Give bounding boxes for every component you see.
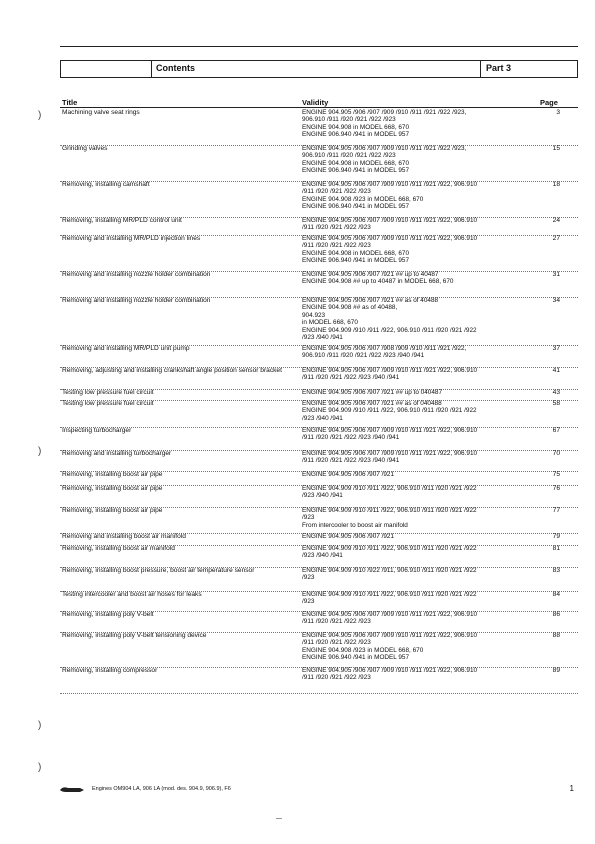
validity-line: ENGINE 904.908 in MODEL 668, 670 <box>302 123 410 131</box>
row-validity <box>302 450 534 465</box>
validity-line: ENGINE 906.940 /941 in MODEL 957 <box>302 654 410 662</box>
column-header-title: Title <box>62 98 78 107</box>
header-box <box>60 60 578 78</box>
validity-line: ENGINE 904.908 /923 in MODEL 668, 670 <box>302 646 424 654</box>
validity-line: /923 <box>302 574 315 582</box>
row-page: 81 <box>552 545 560 552</box>
row-validity <box>302 367 534 382</box>
validity-line: ENGINE 906.940 /941 in MODEL 957 <box>302 131 410 139</box>
validity-line: ENGINE 904.908 ## up to 40487 in MODEL 668, 670 <box>302 278 454 286</box>
row-page: 31 <box>552 271 560 278</box>
table-row <box>60 400 578 428</box>
row-page: 34 <box>552 297 560 304</box>
row-validity <box>302 485 534 500</box>
row-validity <box>302 545 534 560</box>
row-title: Removing, installing boost air pipe <box>62 485 163 492</box>
validity-line: ENGINE 904.905 /906 /907 /921 ## up to 40487 <box>302 271 439 278</box>
row-validity <box>302 471 534 478</box>
validity-line: /911 /920 /921 /922 /923 <box>302 674 371 682</box>
row-title: Removing and installing MR/PLD unit pump <box>62 345 190 352</box>
table-row <box>60 611 578 633</box>
table-row <box>60 427 578 451</box>
row-validity <box>302 217 534 232</box>
table-row <box>60 450 578 472</box>
row-title: Removing, installing MR/PLD control unit <box>62 217 182 224</box>
row-page: 67 <box>552 427 560 434</box>
row-title: Inspecting turbocharger <box>62 427 132 434</box>
row-page: 24 <box>552 217 560 224</box>
validity-line: in MODEL 668, 670 <box>302 319 358 327</box>
row-page: 3 <box>556 109 560 116</box>
header-divider <box>151 61 152 77</box>
table-row <box>60 567 578 592</box>
table-row <box>60 507 578 534</box>
margin-mark: ) <box>38 110 42 121</box>
validity-line: ENGINE 904.905 /906 /907 /909 /910 /911 /921 /922, 906.910 <box>302 667 478 674</box>
validity-line: 906.910 /911 /920 /921 /922 /923 <box>302 152 396 160</box>
validity-line: ENGINE 904.908 /923 in MODEL 668, 670 <box>302 195 424 203</box>
row-validity <box>302 427 534 442</box>
table-row <box>60 217 578 236</box>
validity-line: 904.923 <box>302 311 326 319</box>
validity-line: ENGINE 904.909 /910 /911 /922, 906.910 /911 /920 /921 /922 <box>302 326 477 334</box>
table-row <box>60 632 578 668</box>
validity-line: ENGINE 904.905 /906 /907 /909 /910 /911 /921 /922, 906.910 <box>302 611 478 618</box>
validity-line: /923 /940 /941 <box>302 552 343 560</box>
validity-line: ENGINE 904.905 /906 /907 /909 /910 /911 /921 /922, 906.910 <box>302 632 478 639</box>
validity-line: ENGINE 904.905 /906 /907 /921 <box>302 533 395 540</box>
validity-line: ENGINE 906.940 /941 in MODEL 957 <box>302 257 410 265</box>
row-page: 83 <box>552 567 560 574</box>
row-page: 70 <box>552 450 560 457</box>
table-row <box>60 667 578 694</box>
row-validity <box>302 611 534 626</box>
row-title: Removing, installing boost air pipe <box>62 507 163 514</box>
row-title: Removing, installing compressor <box>62 667 158 674</box>
row-page: 79 <box>552 533 560 540</box>
row-validity <box>302 109 534 139</box>
column-header-validity: Validity <box>302 98 329 107</box>
margin-mark: ) <box>38 762 42 773</box>
row-title: Grinding valves <box>62 145 108 152</box>
row-validity <box>302 400 534 422</box>
row-validity <box>302 567 534 582</box>
validity-line: ENGINE 904.905 /906 /907 /909 /910 /911 /921 /922, 906.910 <box>302 235 478 242</box>
row-validity <box>302 271 534 286</box>
validity-line: /911 /920 /921 /922 /923 <box>302 224 371 232</box>
row-title: Removing, installing poly V-belt <box>62 611 154 618</box>
row-validity <box>302 297 534 341</box>
row-validity <box>302 507 534 529</box>
table-row <box>60 235 578 272</box>
table-row <box>60 297 578 346</box>
row-validity <box>302 667 534 682</box>
row-page: 88 <box>552 632 560 639</box>
row-page: 86 <box>552 611 560 618</box>
table-row <box>60 109 578 146</box>
validity-line: ENGINE 904.905 /906 /907 /921 ## up to 040487 <box>302 389 442 396</box>
validity-line: ENGINE 904.909 /910 /922 /911, 906.910 /911 /920 /921 /922 <box>302 567 477 574</box>
table-row <box>60 145 578 182</box>
header-divider <box>480 61 481 77</box>
row-page: 77 <box>552 507 560 514</box>
margin-mark: ) <box>38 720 42 731</box>
validity-line: ENGINE 904.905 /906 /907 /909 /910 /911 /921 /922 /923, <box>302 145 467 152</box>
validity-line: From intercooler to boost air manifold <box>302 521 408 529</box>
table-row <box>60 485 578 508</box>
row-page: 58 <box>552 400 560 407</box>
validity-line: /911 /920 /921 /922 /923 <box>302 618 371 626</box>
validity-line: /911 /920 /921 /922 /923 /940 /941 <box>302 434 400 442</box>
row-validity <box>302 389 534 396</box>
validity-line: ENGINE 904.905 /906 /907 /908 /909 /910 /911 /921 /922, <box>302 345 467 352</box>
validity-line: /923 <box>302 514 315 522</box>
validity-line: /911 /920 /921 /922 /923 <box>302 639 371 647</box>
validity-line: ENGINE 904.909 /910 /911 /922, 906.910 /911 /920 /921 /922 <box>302 507 477 514</box>
validity-line: ENGINE 904.905 /906 /907 /909 /910 /911 /921 /922, 906.910 <box>302 450 478 457</box>
validity-line: ENGINE 904.908 ## as of 40488, <box>302 304 398 312</box>
validity-line: ENGINE 906.940 /941 in MODEL 957 <box>302 167 410 175</box>
table-row <box>60 545 578 568</box>
validity-line: ENGINE 906.940 /941 in MODEL 957 <box>302 203 410 211</box>
validity-line: ENGINE 904.905 /906 /907 /909 /910 /911 /921 /922, 906.910 <box>302 181 478 188</box>
row-page: 75 <box>552 471 560 478</box>
row-page: 37 <box>552 345 560 352</box>
footer-text: Engines OM904 LA, 906 LA (mod. des. 904.9, 906.9), F6 <box>92 786 231 792</box>
header-rule <box>60 107 578 108</box>
validity-line: /911 /920 /921 /922 /923 <box>302 188 371 196</box>
row-validity <box>302 533 534 540</box>
row-title: Testing low pressure fuel circuit <box>62 389 154 396</box>
row-page: 15 <box>552 145 560 152</box>
table-row <box>60 591 578 612</box>
validity-line: ENGINE 904.905 /906 /907 /921 ## as of 040488 <box>302 400 442 407</box>
validity-line: ENGINE 904.909 /910 /911 /922, 906.910 /911 /920 /921 /922 <box>302 407 477 415</box>
row-title: Removing, adjusting and installing crankshaft angle position sensor bracket <box>62 367 282 374</box>
row-title: Removing, installing poly V-belt tensioning device <box>62 632 207 639</box>
validity-line: ENGINE 904.905 /906 /907 /909 /910 /911 /921 /922, 906.910 <box>302 217 478 224</box>
validity-line: ENGINE 904.905 /906 /907 /921 ## as of 40488 <box>302 297 439 304</box>
row-title: Removing and installing nozzle holder combination <box>62 297 211 304</box>
row-title: Removing and installing turbocharger <box>62 450 172 457</box>
row-validity <box>302 235 534 265</box>
row-page: 27 <box>552 235 560 242</box>
validity-line: ENGINE 904.909 /910 /911 /922, 906.910 /911 /920 /921 /922 <box>302 591 477 598</box>
validity-line: /911 /920 /921 /922 /923 <box>302 242 371 250</box>
row-title: Removing and installing nozzle holder combination <box>62 271 211 278</box>
validity-line: /911 /920 /921 /922 /923 /940 /941 <box>302 457 400 465</box>
validity-line: ENGINE 904.905 /906 /907 /909 /910 /911 /921 /922, 906.910 <box>302 367 478 374</box>
validity-line: /911 /920 /921 /922 /923 /940 /941 <box>302 374 400 382</box>
row-page: 18 <box>552 181 560 188</box>
row-page: 89 <box>552 667 560 674</box>
table-row <box>60 367 578 390</box>
validity-line: /923 /940 /941 <box>302 334 343 342</box>
scan-mark <box>276 818 282 819</box>
validity-line: /923 <box>302 598 315 606</box>
column-header-page: Page <box>540 98 558 107</box>
row-title: Removing and installing MR/PLD injection lines <box>62 235 201 242</box>
validity-line: ENGINE 904.905 /906 /907 /909 /910 /911 /921 /922 /923, <box>302 109 467 116</box>
table-row <box>60 471 578 486</box>
footer <box>60 786 578 798</box>
validity-line: ENGINE 904.908 in MODEL 668, 670 <box>302 249 410 257</box>
validity-line: ENGINE 904.905 /906 /907 /921 <box>302 471 395 478</box>
validity-line: ENGINE 904.909 /910 /911 /922, 906.910 /911 /920 /921 /922 <box>302 485 477 492</box>
row-validity <box>302 181 534 211</box>
header-contents-label: Contents <box>156 63 195 73</box>
row-title: Removing and installing boost air manifold <box>62 533 186 540</box>
validity-line: 906.910 /911 /920 /921 /922 /923 /940 /941 <box>302 352 425 360</box>
publisher-logo-icon <box>60 786 84 793</box>
row-title: Removing, installing boost air pipe <box>62 471 163 478</box>
row-title: Testing intercooler and boost air hoses for leaks <box>62 591 202 598</box>
row-title: Removing, installing boost pressure, boost air temperature sensor <box>62 567 255 574</box>
table-row <box>60 271 578 298</box>
row-page: 41 <box>552 367 560 374</box>
row-validity <box>302 591 534 606</box>
row-validity <box>302 632 534 662</box>
footer-page-number: 1 <box>569 784 574 793</box>
header-part-label: Part 3 <box>486 63 512 73</box>
row-page: 84 <box>552 591 560 598</box>
row-title: Removing, installing camshaft <box>62 181 150 188</box>
margin-mark: ) <box>38 446 42 457</box>
validity-line: /923 /940 /941 <box>302 414 343 422</box>
row-validity <box>302 345 534 360</box>
validity-line: 906.910 /911 /920 /921 /922 /923 <box>302 116 396 124</box>
row-title: Machining valve seat rings <box>62 109 140 116</box>
validity-line: ENGINE 904.905 /906 /907 /909 /910 /911 /921 /922, 906.910 <box>302 427 478 434</box>
top-rule <box>60 46 578 47</box>
validity-line: ENGINE 904.909 /910 /911 /922, 906.910 /911 /920 /921 /922 <box>302 545 477 552</box>
row-title: Testing low pressure fuel circuit <box>62 400 154 407</box>
table-row <box>60 181 578 218</box>
row-validity <box>302 145 534 175</box>
row-title: Removing, installing boost air manifold <box>62 545 175 552</box>
validity-line: ENGINE 904.908 in MODEL 668, 670 <box>302 159 410 167</box>
row-page: 43 <box>552 389 560 396</box>
table-row <box>60 345 578 368</box>
row-page: 76 <box>552 485 560 492</box>
validity-line: /923 /940 /941 <box>302 492 343 500</box>
